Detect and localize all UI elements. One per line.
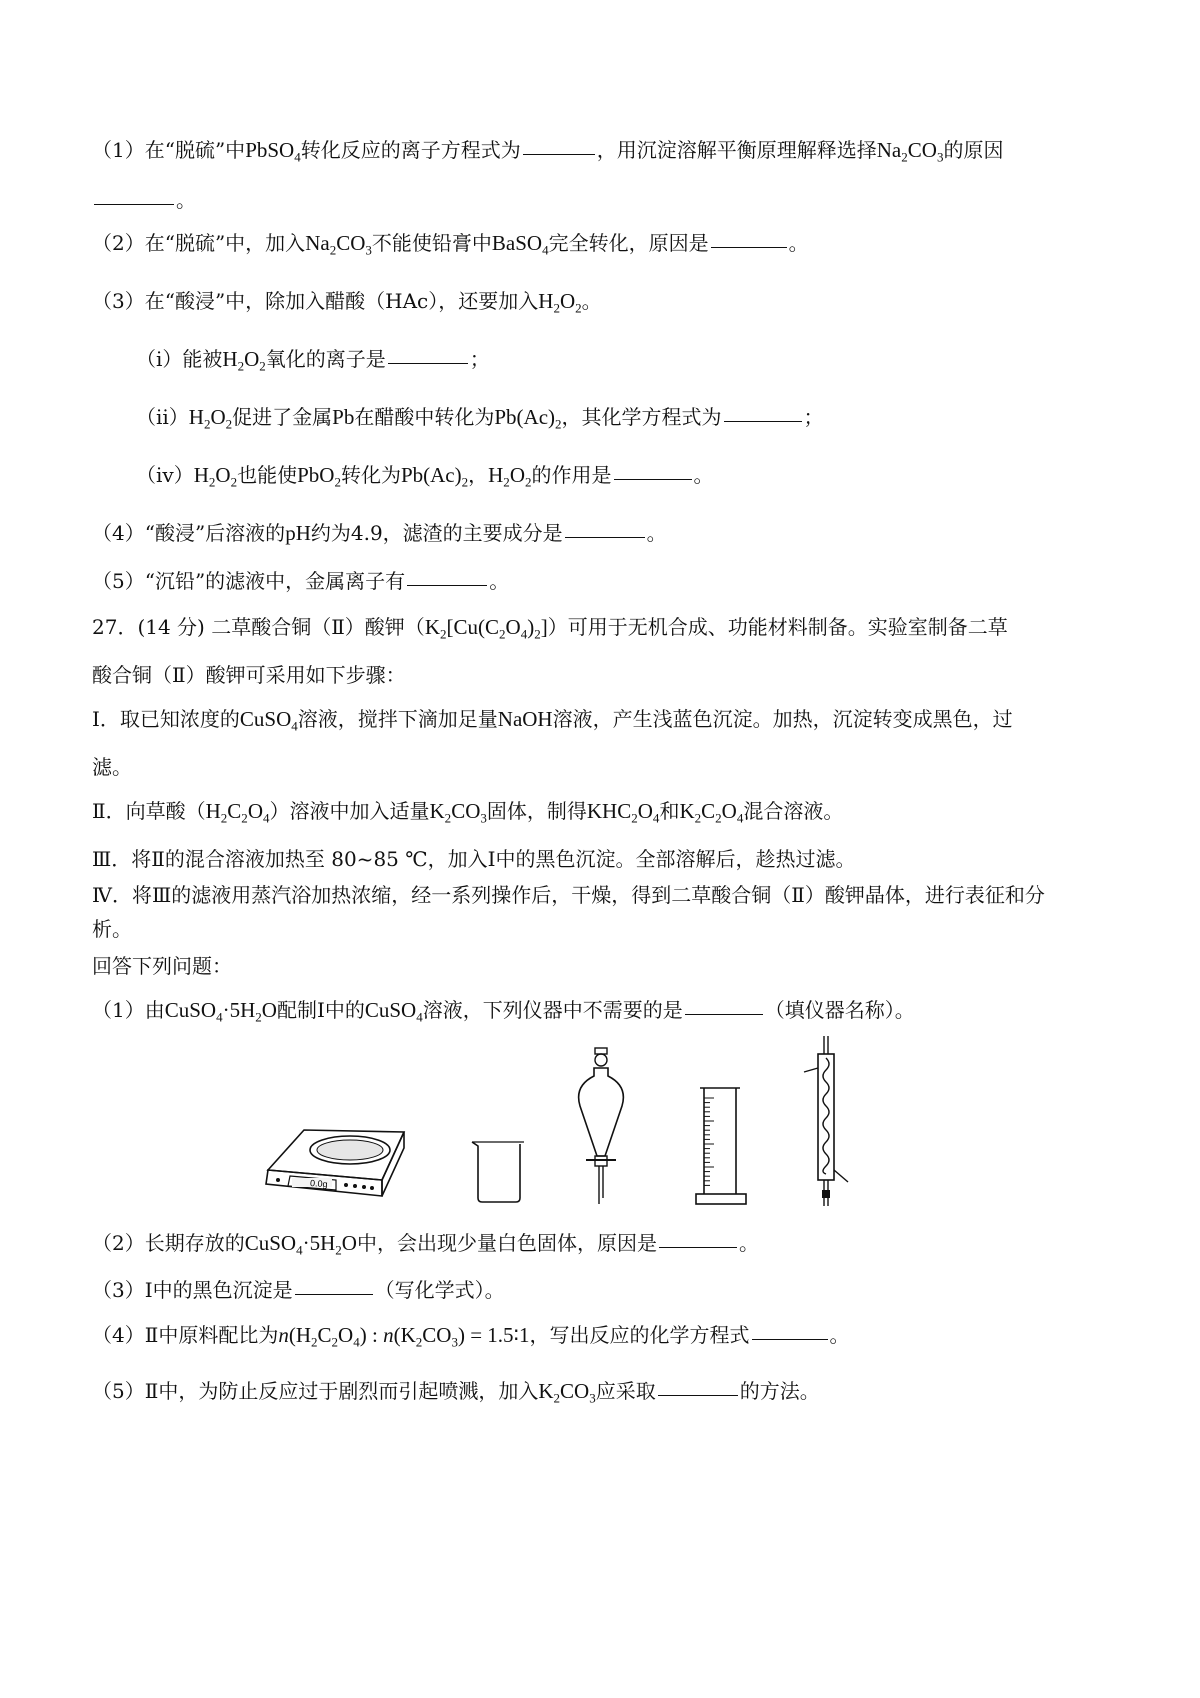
formula-k2cu-c2o4-2: $K_2[Cu(C_2O_4)_2]$ xyxy=(424,615,548,642)
formula-ph: pH xyxy=(285,521,311,545)
ph-value: 4.9 xyxy=(350,521,383,545)
answer-blank[interactable] xyxy=(685,1013,763,1015)
q27-step1-line1: Ⅰ．取已知浓度的CuSO$_4$溶液，搅拌下滴加足量NaOH溶液，产生浅蓝色沉淀。加热，沉淀转变成黑色，过 xyxy=(92,707,1013,734)
formula-ratio: $n(H_2C_2O_4)$ : $n(K_2CO_3)$ = 1.5∶1 xyxy=(278,1323,530,1350)
formula-baso4: BaSO$_4$ xyxy=(491,231,549,258)
q26-part3-ii: $(ⅱ)H_2O_2$促进了金属Pb在醋酸中转化为$Pb(Ac)_2$，其化学方程式为 ； xyxy=(136,405,824,432)
formula-k2c2o4: $K_2C_2O_4$ xyxy=(679,799,744,826)
q27-step1-line2: 滤。 xyxy=(92,755,132,779)
formula-naoh: NaOH xyxy=(497,707,553,731)
formula-pb: Pb xyxy=(332,405,355,429)
answer-blank[interactable] xyxy=(752,1338,828,1340)
formula-pbac2: $Pb(Ac)_2$ xyxy=(494,405,562,432)
separatory-funnel-icon xyxy=(572,1046,630,1206)
q26-part3-iv: $(ⅳ)H_2O_2$也能使PbO$_2$转化为$Pb(Ac)_2$，$H_2O_2$的作用是 。 xyxy=(136,463,714,490)
formula-k2co3: $K_2CO_3$ xyxy=(429,799,487,826)
q27-step3: Ⅲ．将Ⅱ的混合溶液加热至 80~85 ℃，加入Ⅰ中的黑色沉淀。全部溶解后，趁热过滤。 xyxy=(92,847,856,871)
q27-answer1: （1）由$CuSO_4\cdot 5H_2O$配制Ⅰ中的CuSO$_4$溶液，下列仪器中不需要的是 （填仪器名称）。 xyxy=(92,998,915,1025)
answer-blank[interactable] xyxy=(614,478,692,480)
formula-pbo2: PbO$_2$ xyxy=(297,463,341,490)
q26-part5: （5）“沉铅”的滤液中，金属离子有 。 xyxy=(92,569,510,593)
q27-answer3: （3）Ⅰ中的黑色沉淀是 （写化学式）。 xyxy=(92,1278,505,1302)
answer-blank[interactable] xyxy=(388,362,468,364)
q27-answer5: （5）Ⅱ中，为防止反应过于剧烈而引起喷溅，加入$K_2CO_3$应采取 的方法。 xyxy=(92,1379,820,1406)
q27-heading-line1: 27．(14 分) 二草酸合铜（Ⅱ）酸钾$(K_2[Cu(C_2O_4)_2])$可用于无机合成、功能材料制备。实验室制备二草 xyxy=(92,615,1008,642)
q27-questions-intro: 回答下列问题： xyxy=(92,954,232,978)
formula-h2o2: $H_2O_2$ xyxy=(188,405,233,432)
formula-cuso4-5h2o: $CuSO_4\cdot 5H_2O$ xyxy=(244,1231,357,1258)
answer-blank[interactable] xyxy=(94,203,174,205)
answer-blank[interactable] xyxy=(295,1293,373,1295)
answer-blank[interactable] xyxy=(523,153,595,155)
formula-cuso4: CuSO$_4$ xyxy=(239,707,298,734)
formula-h2o2: $H_2O_2$ xyxy=(488,463,532,490)
q26-part2: （2）在“脱硫”中，加入$Na_2CO_3$不能使铅膏中BaSO$_4$完全转化，原因是 。 xyxy=(92,231,809,258)
condenser-icon xyxy=(798,1034,856,1210)
answer-blank[interactable] xyxy=(711,246,787,248)
answer-blank[interactable] xyxy=(724,420,802,422)
electronic-balance-icon xyxy=(262,1118,410,1200)
formula-h2c2o4: $H_2C_2O_4$ xyxy=(205,799,270,826)
formula-h2o2: $H_2O_2$ xyxy=(538,289,582,316)
formula-h2o2: $H_2O_2$ xyxy=(193,463,238,490)
q27-answer4: （4）Ⅱ中原料配比为$n(H_2C_2O_4)$ : $n(K_2CO_3)$ = 1.5∶1，写出反应的化学方程式 。 xyxy=(92,1323,850,1350)
answer-blank[interactable] xyxy=(658,1394,738,1396)
q26-part3-i: （ⅰ）能被$H_2O_2$氧化的离子是 ； xyxy=(136,347,490,374)
q26-part3: （3）在“酸浸”中，除加入醋酸（HAc），还要加入$H_2O_2$。 xyxy=(92,289,602,316)
formula-pbso4: PbSO$_4$ xyxy=(245,138,301,165)
answer-blank[interactable] xyxy=(407,584,487,586)
q26-part1-line1: （1）在“脱硫”中PbSO$_4$转化反应的离子方程式为 ，用沉淀溶解平衡原理解释选择$Na_2CO_3$的原因 xyxy=(92,138,1004,165)
formula-k2co3: $K_2CO_3$ xyxy=(538,1379,596,1406)
q26-part1-line2: 。 xyxy=(92,186,196,214)
formula-khc2o4: $KHC_2O_4$ xyxy=(586,799,660,826)
answer-blank[interactable] xyxy=(659,1246,737,1248)
q27-step2: Ⅱ．向草酸$(H_2C_2O_4)$溶液中加入适量$K_2CO_3$固体，制得$KHC_2O_4$和$K_2C_2O_4$混合溶液。 xyxy=(92,799,844,826)
formula-h2o2: $H_2O_2$ xyxy=(222,347,266,374)
formula-na2co3: $Na_2CO_3$ xyxy=(305,231,372,258)
q27-answer2: （2）长期存放的$CuSO_4\cdot 5H_2O$中，会出现少量白色固体，原因是 。 xyxy=(92,1231,759,1258)
q27-step4-line2: 析。 xyxy=(92,917,132,941)
answer-blank[interactable] xyxy=(565,536,645,538)
q26-part4: （4）“酸浸”后溶液的pH约为4.9，滤渣的主要成分是 。 xyxy=(92,521,667,545)
q27-heading-line2: 酸合铜（Ⅱ）酸钾可采用如下步骤： xyxy=(92,663,406,687)
formula-cuso4-5h2o: $CuSO_4\cdot 5H_2O$ xyxy=(164,998,277,1025)
formula-pbac2: $Pb(Ac)_2$ xyxy=(400,463,469,490)
formula-cuso4: CuSO$_4$ xyxy=(364,998,423,1025)
beaker-icon xyxy=(468,1138,530,1206)
graduated-cylinder-icon xyxy=(692,1084,750,1208)
q27-step4-line1: Ⅳ．将Ⅲ的滤液用蒸汽浴加热浓缩，经一系列操作后，干燥，得到二草酸合铜（Ⅱ）酸钾晶体，进行表征和分 xyxy=(92,883,1045,907)
formula-na2co3: $Na_2CO_3$ xyxy=(876,138,944,165)
balance-display-text: 0.0g xyxy=(309,1178,328,1190)
